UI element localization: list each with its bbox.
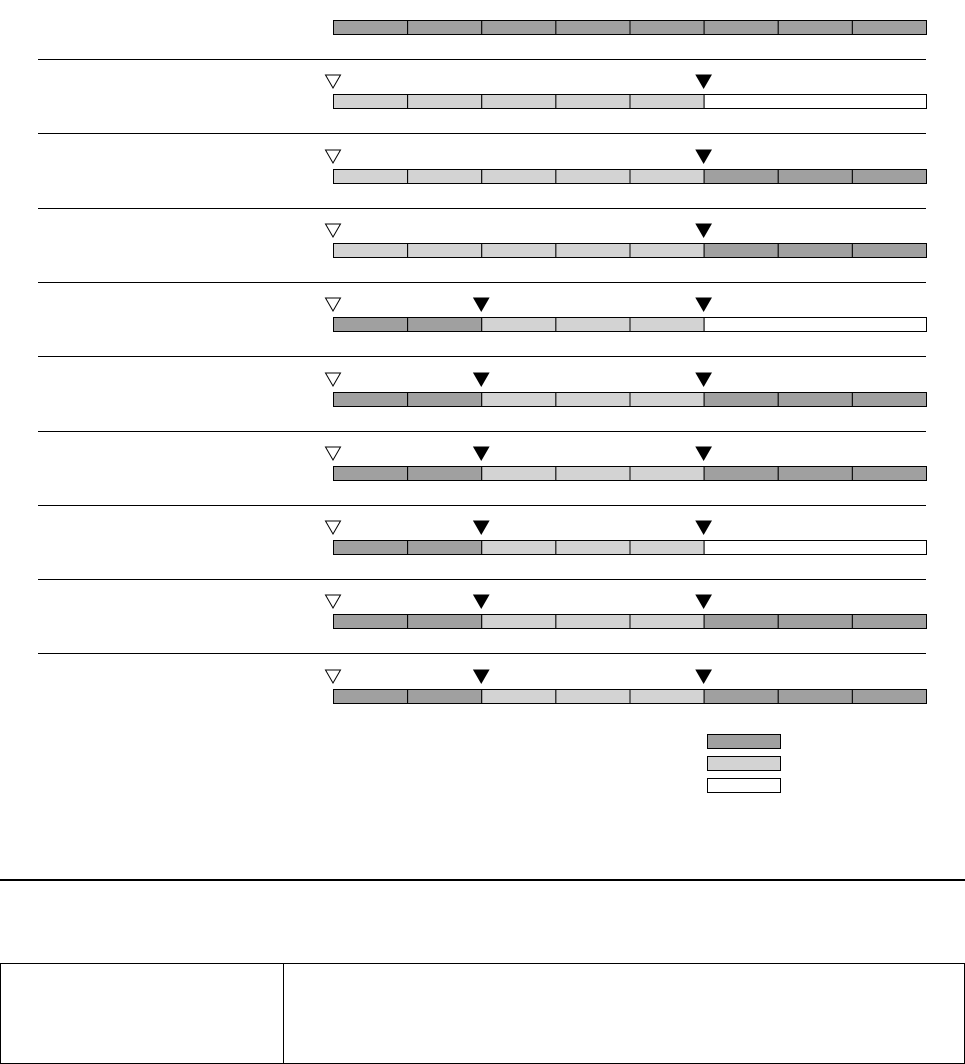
bar-cell-light <box>556 541 630 555</box>
bar-cell-dark <box>334 467 408 481</box>
bar-cell-light <box>630 393 704 407</box>
bar-cell-dark <box>704 467 778 481</box>
bar-cell-light <box>482 541 556 555</box>
bar-cell-light <box>482 393 556 407</box>
bar-cell-dark <box>408 690 482 704</box>
bar-cell-light <box>482 244 556 258</box>
bar-cell-light <box>630 318 704 332</box>
bar-cell-dark <box>408 541 482 555</box>
bar-cell-light <box>556 690 630 704</box>
bar-cell-dark <box>408 318 482 332</box>
bar-cell-dark <box>408 21 482 35</box>
filled-triangle-marker-icon <box>474 670 489 683</box>
bar-cell-dark <box>704 615 778 629</box>
bar-cell-light <box>556 393 630 407</box>
bar-cell-light <box>556 95 630 109</box>
bar-cell-dark <box>704 21 778 35</box>
bar-cell-dark <box>630 21 704 35</box>
bar-cell-light <box>630 615 704 629</box>
bar-cell-light <box>482 615 556 629</box>
bar-cell-light <box>408 170 482 184</box>
bar-cell-dark <box>482 21 556 35</box>
filled-triangle-marker-icon <box>696 150 711 163</box>
bar-cell-dark <box>778 244 852 258</box>
bar-cell-dark <box>852 467 926 481</box>
bar-cell-light <box>482 318 556 332</box>
bar-cell-dark <box>852 615 926 629</box>
footer-cell-right <box>284 964 964 1063</box>
bar-cell-dark <box>408 467 482 481</box>
bar-cell-dark <box>778 170 852 184</box>
footer-cell-left <box>1 964 284 1063</box>
bar-cell-dark <box>778 615 852 629</box>
bar-cell-dark <box>334 393 408 407</box>
bar-cell-dark <box>334 21 408 35</box>
bar-cell-dark <box>556 21 630 35</box>
legend-swatch-dark <box>708 735 781 749</box>
open-triangle-marker-icon <box>326 521 341 534</box>
bar-cell-dark <box>852 170 926 184</box>
filled-triangle-marker-icon <box>696 595 711 608</box>
bar-cell-dark <box>334 318 408 332</box>
bar-cell-light <box>556 615 630 629</box>
bar-cell-light <box>556 170 630 184</box>
filled-triangle-marker-icon <box>696 298 711 311</box>
open-triangle-marker-icon <box>326 75 341 88</box>
open-triangle-marker-icon <box>326 224 341 237</box>
filled-triangle-marker-icon <box>696 373 711 386</box>
bar-cell-light <box>334 95 408 109</box>
filled-triangle-marker-icon <box>696 521 711 534</box>
bar-cell-dark <box>778 690 852 704</box>
filled-triangle-marker-icon <box>474 595 489 608</box>
bar-cell-dark <box>334 615 408 629</box>
bar-cell-light <box>630 690 704 704</box>
bar-cell-light <box>408 95 482 109</box>
bar-cell-empty <box>704 318 926 332</box>
filled-triangle-marker-icon <box>474 447 489 460</box>
bar-cell-dark <box>778 393 852 407</box>
bar-cell-light <box>408 244 482 258</box>
bar-cell-light <box>630 95 704 109</box>
filled-triangle-marker-icon <box>474 298 489 311</box>
bar-cell-light <box>556 467 630 481</box>
open-triangle-marker-icon <box>326 298 341 311</box>
bar-cell-dark <box>704 170 778 184</box>
bar-cell-light <box>630 467 704 481</box>
bar-cell-dark <box>778 467 852 481</box>
filled-triangle-marker-icon <box>696 224 711 237</box>
bar-cell-light <box>556 318 630 332</box>
bar-cell-dark <box>334 541 408 555</box>
bar-cell-light <box>482 690 556 704</box>
bar-cell-dark <box>852 21 926 35</box>
filled-triangle-marker-icon <box>474 521 489 534</box>
bar-cell-light <box>482 95 556 109</box>
bar-cell-dark <box>778 21 852 35</box>
bar-cell-light <box>556 244 630 258</box>
bar-cell-light <box>630 541 704 555</box>
bar-cell-light <box>630 170 704 184</box>
bar-cell-dark <box>704 393 778 407</box>
open-triangle-marker-icon <box>326 150 341 163</box>
open-triangle-marker-icon <box>326 670 341 683</box>
bar-cell-light <box>482 170 556 184</box>
bar-cell-dark <box>408 615 482 629</box>
open-triangle-marker-icon <box>326 373 341 386</box>
bar-cell-dark <box>852 244 926 258</box>
bar-cell-dark <box>334 690 408 704</box>
bar-cell-empty <box>704 541 926 555</box>
bar-cell-dark <box>704 690 778 704</box>
bar-cell-light <box>334 170 408 184</box>
bar-cell-dark <box>408 393 482 407</box>
bar-cell-dark <box>852 690 926 704</box>
legend-swatch-empty <box>708 779 781 793</box>
bar-cell-light <box>630 244 704 258</box>
filled-triangle-marker-icon <box>696 447 711 460</box>
open-triangle-marker-icon <box>326 447 341 460</box>
legend-swatch-light <box>708 757 781 771</box>
bar-cell-light <box>334 244 408 258</box>
page-divider <box>0 879 965 881</box>
bar-cell-empty <box>704 95 926 109</box>
bar-cell-dark <box>704 244 778 258</box>
filled-triangle-marker-icon <box>696 75 711 88</box>
bar-cell-light <box>482 467 556 481</box>
footer-table <box>0 963 965 1064</box>
filled-triangle-marker-icon <box>696 670 711 683</box>
open-triangle-marker-icon <box>326 595 341 608</box>
bar-cell-dark <box>852 393 926 407</box>
filled-triangle-marker-icon <box>474 373 489 386</box>
